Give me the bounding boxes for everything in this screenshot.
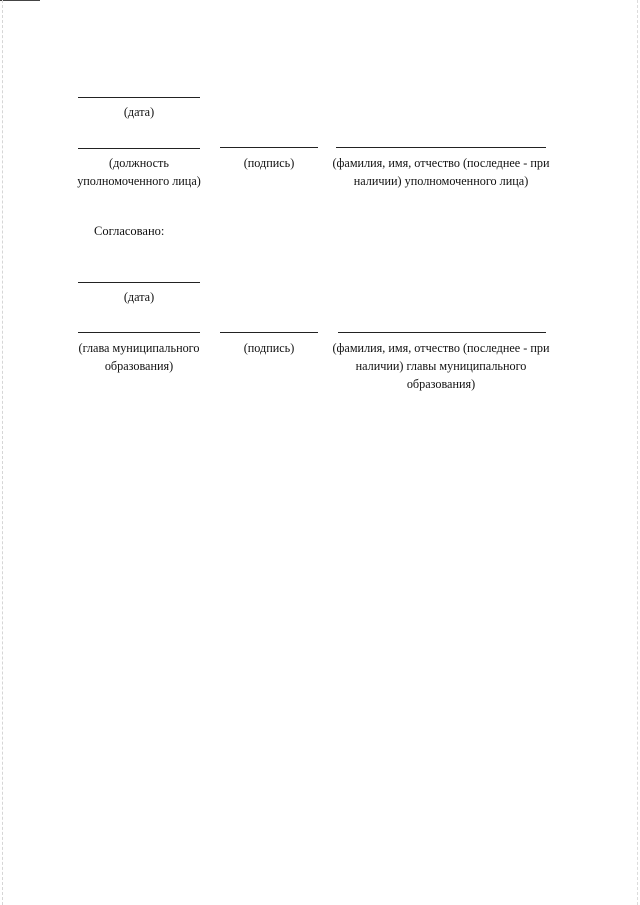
position-line-2 <box>78 332 200 333</box>
date-label-2: (дата) <box>123 290 155 304</box>
signature-line-1 <box>220 147 318 148</box>
scan-mark <box>0 0 40 1</box>
date-line-1 <box>78 97 200 98</box>
position-label-2: (глава муниципального образования) <box>78 341 200 373</box>
position-label-1: (должность уполномоченного лица) <box>77 156 201 188</box>
scan-edge-right <box>637 0 638 905</box>
approval-heading: Согласовано: <box>94 224 165 238</box>
name-label-1: (фамилия, имя, отчество (последнее - при наличии) уполномоченного лица) <box>332 156 550 188</box>
signature-label-2: (подпись) <box>243 341 295 355</box>
signature-line-2 <box>220 332 318 333</box>
name-line-2 <box>338 332 546 333</box>
position-line-1 <box>78 148 200 149</box>
date-line-2 <box>78 282 200 283</box>
name-line-1 <box>336 147 546 148</box>
date-label-1: (дата) <box>123 105 155 119</box>
scan-edge-left <box>2 0 3 905</box>
signature-label-1: (подпись) <box>243 156 295 170</box>
name-label-2: (фамилия, имя, отчество (последнее - при наличии) главы муниципального образования) <box>332 341 550 391</box>
